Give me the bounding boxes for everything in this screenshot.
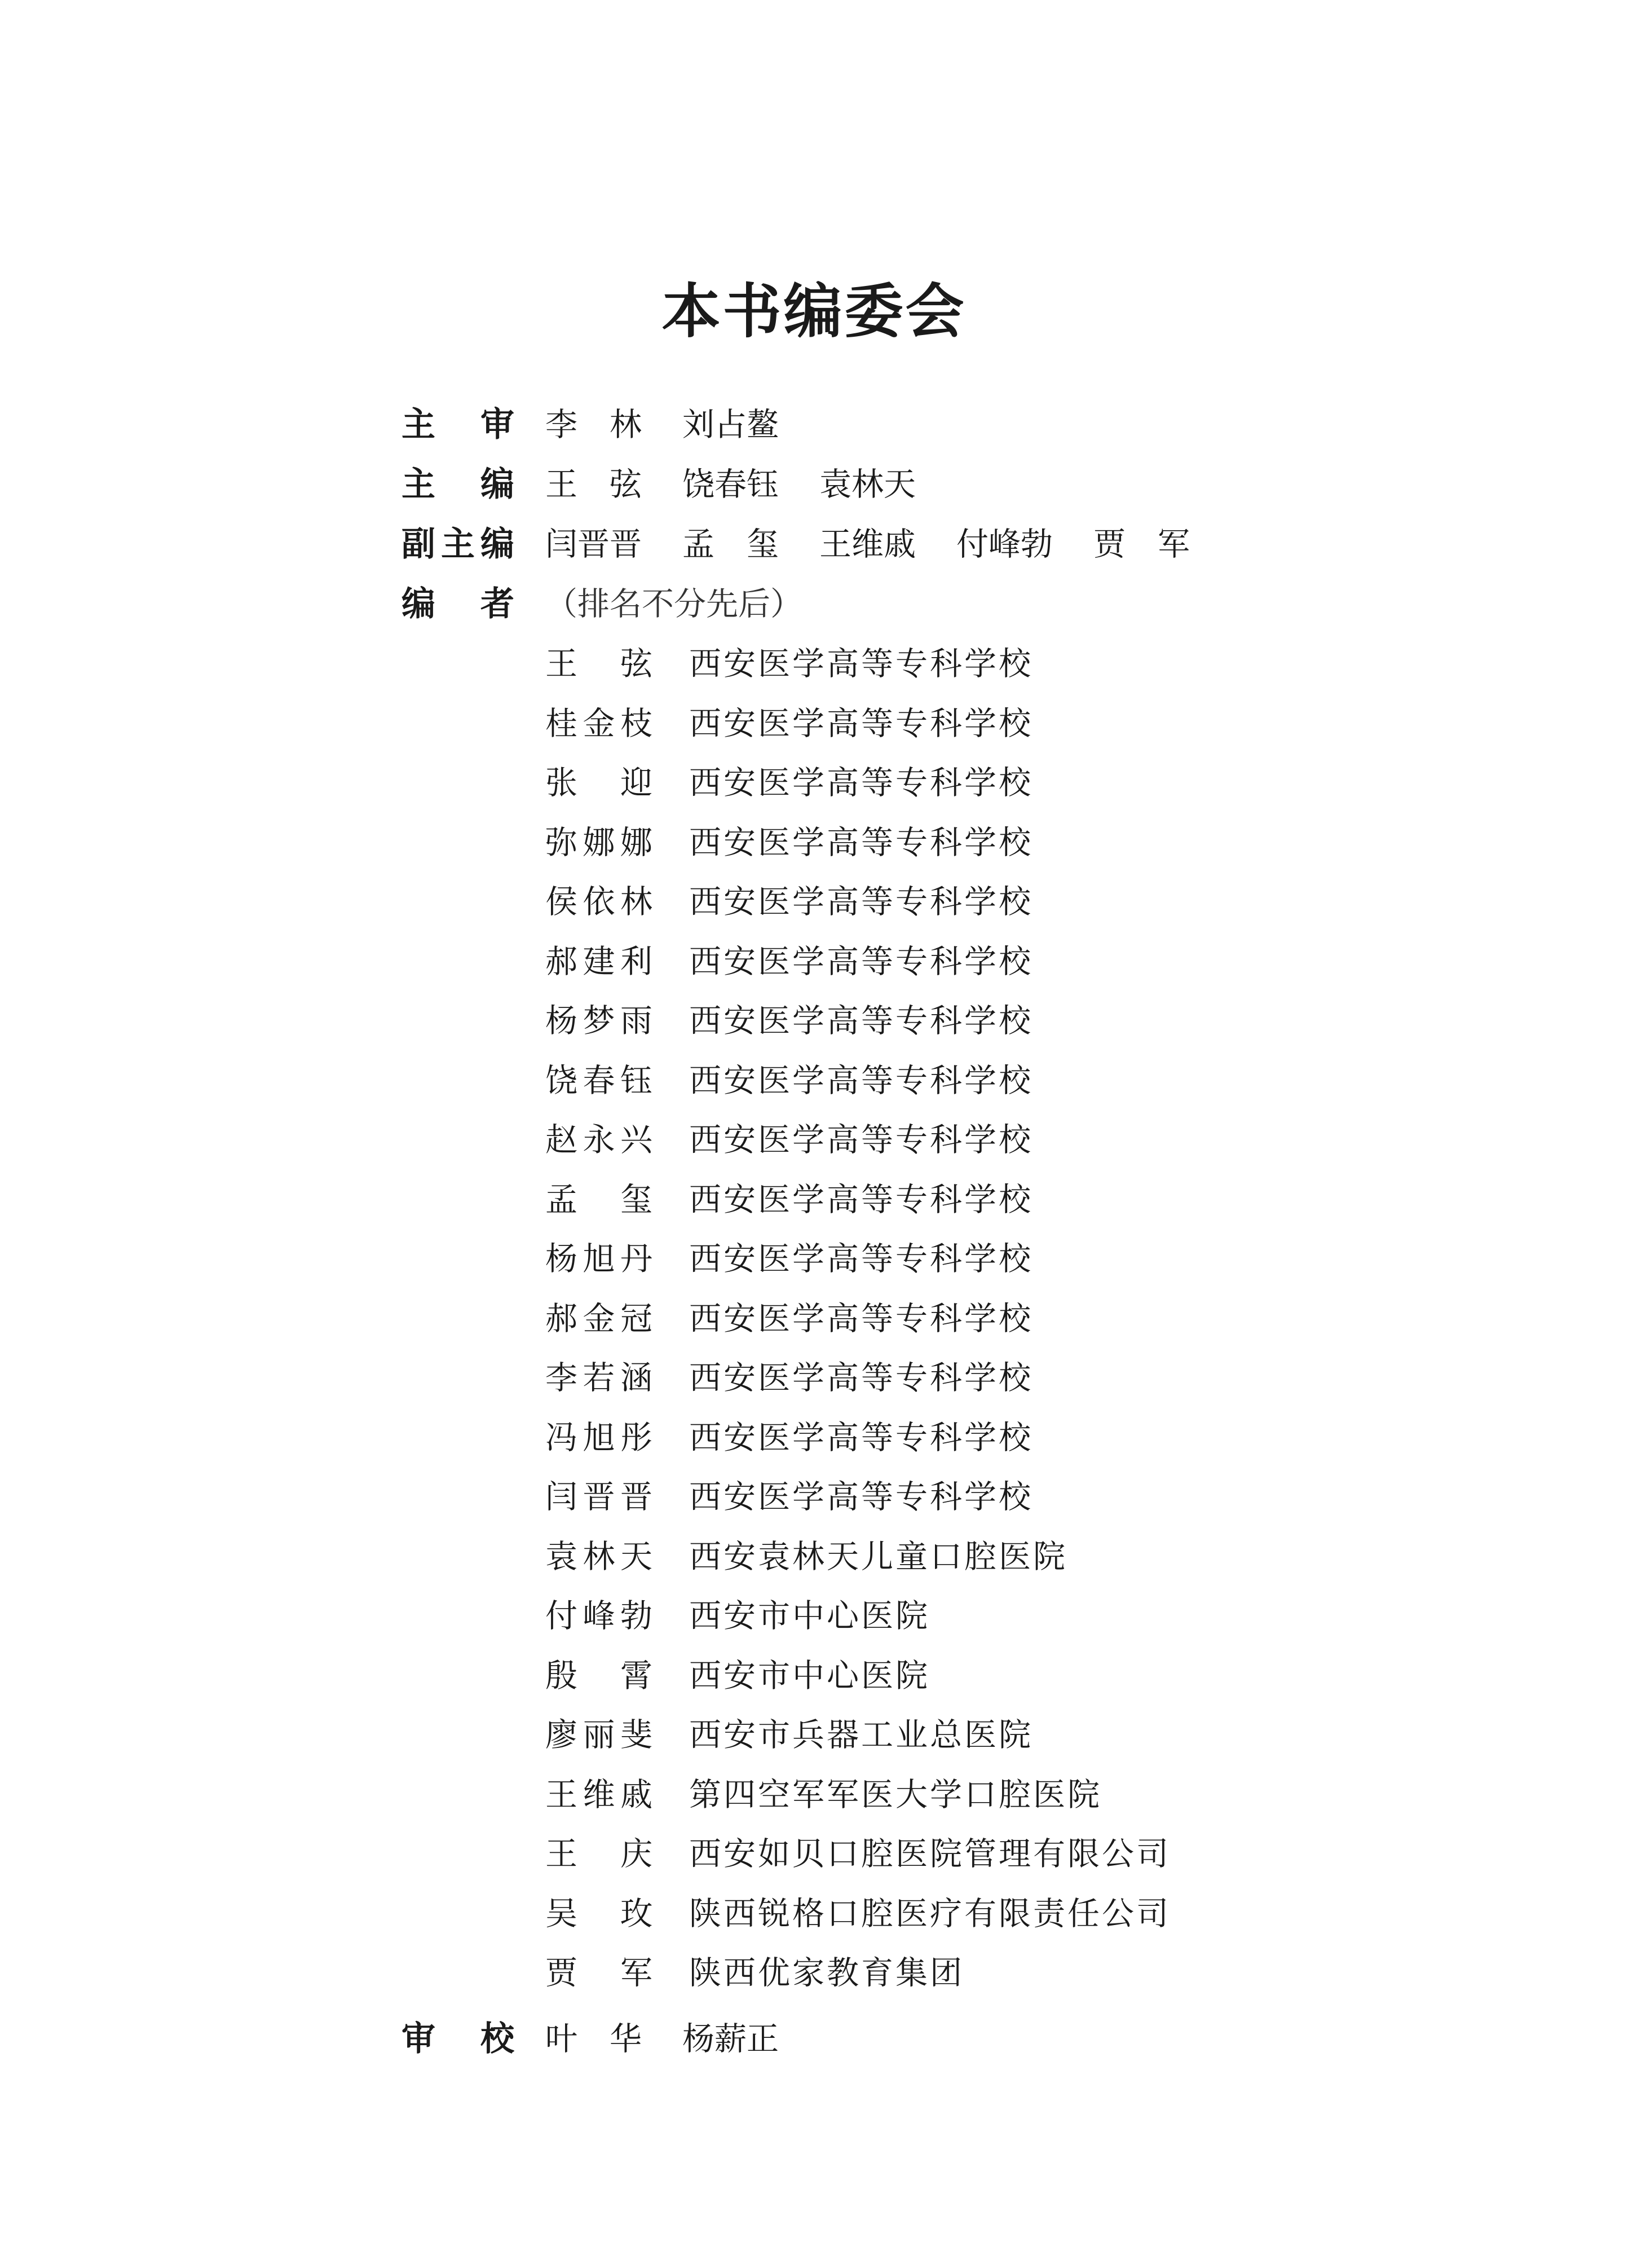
editor-name: 王 维 戚 — [545, 1776, 652, 1813]
role-label-char: 编 — [480, 525, 514, 564]
editor-organization: 西安医学高等专科学校 — [689, 1002, 1033, 1040]
editor-name: 贾 军 — [545, 1954, 652, 1992]
editor-organization: 西安医学高等专科学校 — [689, 943, 1033, 980]
person-name: 王 弦 — [545, 466, 642, 503]
editor-name: 吴 玫 — [545, 1895, 652, 1932]
role-names — [545, 2009, 779, 2069]
person-name: 李 林 — [545, 406, 642, 443]
person-name: 杨薪正 — [682, 2020, 779, 2058]
editor-name: 殷 霄 — [545, 1657, 652, 1694]
editor-name: 杨 梦 雨 — [545, 1002, 652, 1040]
editor-name: 张 迎 — [545, 764, 652, 801]
editor-organization: 陕西优家教育集团 — [689, 1954, 964, 1992]
editor-name: 闫 晋 晋 — [545, 1478, 652, 1516]
editor-organization: 西安医学高等专科学校 — [689, 1300, 1033, 1337]
editor-organization: 西安医学高等专科学校 — [689, 1359, 1033, 1397]
person-name: 袁林天 — [819, 466, 916, 503]
editor-name: 郝 建 利 — [545, 943, 652, 980]
role-label-char: 编 — [402, 584, 435, 624]
editor-organization: 西安医学高等专科学校 — [689, 1478, 1033, 1516]
role-names — [545, 395, 779, 455]
editor-organization: 西安市兵器工业总医院 — [689, 1716, 1033, 1754]
person-name: 叶 华 — [545, 2020, 642, 2058]
editor-name: 王 庆 — [545, 1835, 652, 1873]
editor-organization: 西安医学高等专科学校 — [689, 883, 1033, 921]
editors-note: （排名不分先后） — [545, 585, 802, 623]
editor-organization: 西安医学高等专科学校 — [689, 764, 1033, 801]
role-label — [402, 574, 514, 634]
editor-name: 赵 永 兴 — [545, 1121, 652, 1159]
editor-organization: 西安如贝口腔医院管理有限公司 — [689, 1835, 1171, 1873]
person-name: 付峰勃 — [956, 526, 1053, 563]
role-label-char: 审 — [402, 2019, 435, 2059]
role-names — [545, 455, 916, 514]
editor-organization: 陕西锐格口腔医疗有限责任公司 — [689, 1895, 1171, 1932]
role-label-char: 主 — [441, 525, 475, 564]
editor-organization: 西安袁林天儿童口腔医院 — [689, 1538, 1067, 1575]
role-label-char: 副 — [402, 525, 435, 564]
person-name: 闫晋晋 — [545, 526, 642, 563]
editor-name: 桂 金 枝 — [545, 704, 652, 742]
editor-organization: 西安医学高等专科学校 — [689, 1121, 1033, 1159]
role-label-char: 编 — [480, 465, 514, 504]
page-title: 本书编委会 — [661, 276, 967, 346]
editor-name: 弥 娜 娜 — [545, 823, 652, 861]
editor-name: 廖 丽 斐 — [545, 1716, 652, 1754]
role-label — [402, 395, 514, 455]
editor-name: 付 峰 勃 — [545, 1597, 652, 1635]
person-name: 贾 军 — [1093, 526, 1190, 563]
editor-organization: 西安医学高等专科学校 — [689, 1240, 1033, 1278]
editor-organization: 西安医学高等专科学校 — [689, 823, 1033, 861]
role-label — [402, 2009, 514, 2069]
editor-name: 杨 旭 丹 — [545, 1240, 652, 1278]
editor-organization: 西安市中心医院 — [689, 1657, 930, 1694]
editor-name: 郝 金 冠 — [545, 1300, 652, 1337]
editor-organization: 第四空军军医大学口腔医院 — [689, 1776, 1102, 1813]
editor-name: 孟 玺 — [545, 1181, 652, 1218]
person-name: 刘占鳌 — [682, 406, 779, 443]
editor-organization: 西安医学高等专科学校 — [689, 704, 1033, 742]
person-name: 王维戚 — [819, 526, 916, 563]
role-label-char: 审 — [480, 405, 514, 444]
role-label-char: 者 — [480, 584, 514, 624]
editor-name: 侯 依 林 — [545, 883, 652, 921]
editor-name: 王 弦 — [545, 645, 652, 682]
role-label — [402, 514, 514, 574]
editor-organization: 西安市中心医院 — [689, 1597, 930, 1635]
role-label-char: 主 — [402, 405, 435, 444]
editor-name: 饶 春 钰 — [545, 1062, 652, 1099]
editor-name: 冯 旭 彤 — [545, 1419, 652, 1456]
person-name: 饶春钰 — [682, 466, 779, 503]
person-name: 孟 玺 — [682, 526, 779, 563]
editor-organization: 西安医学高等专科学校 — [689, 645, 1033, 682]
editor-name: 李 若 涵 — [545, 1359, 652, 1397]
role-names — [545, 514, 1190, 574]
editor-organization: 西安医学高等专科学校 — [689, 1181, 1033, 1218]
editor-organization: 西安医学高等专科学校 — [689, 1062, 1033, 1099]
role-label-char: 校 — [480, 2019, 514, 2059]
editor-organization: 西安医学高等专科学校 — [689, 1419, 1033, 1456]
editor-name: 袁 林 天 — [545, 1538, 652, 1575]
role-label-char: 主 — [402, 465, 435, 504]
role-label — [402, 455, 514, 514]
